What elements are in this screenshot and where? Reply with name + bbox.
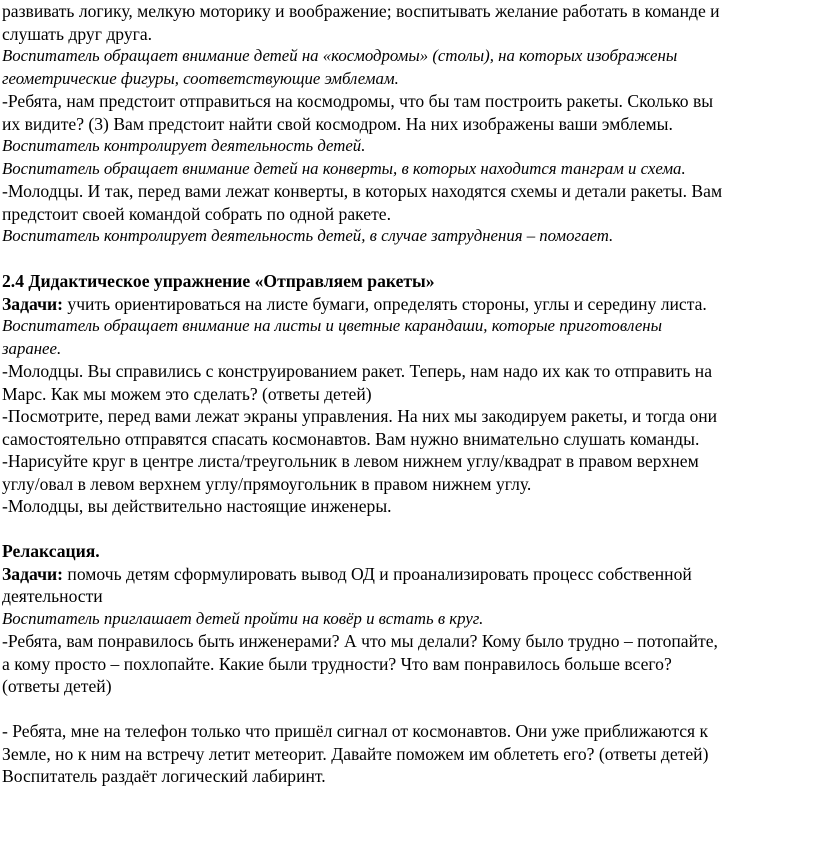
relaxation-speech-2-line-1: - Ребята, мне на телефон только что пришёл сигнал от космонавтов. Они уже приближаются к xyxy=(2,721,709,741)
paragraph-gap xyxy=(2,248,812,271)
section-2-4-note-line-2: заранее. xyxy=(2,338,62,358)
tasks-text: учить ориентироваться на листе бумаги, определять стороны, углы и середину листа. xyxy=(63,293,707,314)
relaxation-heading: Релаксация. xyxy=(2,541,100,561)
teacher-note-1-line-2: геометрические фигуры, соответствующие эмблемам. xyxy=(2,68,399,88)
relaxation-speech-2-line-2: Земле, но к ним на встречу летит метеорит. Давайте поможем им облететь его? (ответы детей) xyxy=(2,743,709,764)
speech-1-line-1: -Ребята, нам предстоит отправиться на космодромы, что бы там построить ракеты. Сколько вы xyxy=(2,91,714,111)
speech-2-line-1: -Молодцы. И так, перед вами лежат конверты, в которых находятся схемы и детали ракеты. Вам xyxy=(2,181,723,201)
relaxation-speech-1-line-3: (ответы детей) xyxy=(2,676,112,696)
section-2-4-speech-3-line-1: -Нарисуйте круг в центре листа/треугольник в левом нижнем углу/квадрат в правом верхнем xyxy=(2,451,699,471)
section-2-4-speech-2-line-1: -Посмотрите, перед вами лежат экраны управления. На них мы закодируем ракеты, и тогда они xyxy=(2,406,718,426)
section-2-4-speech-3-line-2: углу/овал в левом верхнем углу/прямоугольник в правом нижнем углу. xyxy=(2,473,532,494)
tasks-text: помочь детям сформулировать вывод ОД и проанализировать процесс собственной xyxy=(63,563,692,584)
section-2-4-speech-2-line-2: самостоятельно отправятся спасать космонавтов. Вам нужно внимательно слушать команды. xyxy=(2,428,700,449)
speech-2-line-2: предстоит своей командой собрать по одной ракете. xyxy=(2,203,391,224)
teacher-note-3: Воспитатель обращает внимание детей на конверты, в которых находится танграм и схема. xyxy=(2,158,686,178)
intro-line-1: развивать логику, мелкую моторику и воображение; воспитывать желание работать в команде и xyxy=(2,1,720,21)
tasks-label: Задачи: xyxy=(2,293,63,314)
relaxation-speech-1-line-1: -Ребята, вам понравилось быть инженерами? А что мы делали? Кому было трудно – потопайте, xyxy=(2,631,718,651)
paragraph-gap xyxy=(2,518,812,541)
relaxation-tasks-line-2: деятельности xyxy=(2,586,103,606)
relaxation-speech-1-line-2: а кому просто – похлопайте. Какие были трудности? Что вам понравилось больше всего? xyxy=(2,653,672,674)
section-2-4-speech-1-line-2: Марс. Как мы можем это сделать? (ответы детей) xyxy=(2,383,372,404)
teacher-note-1-line-1: Воспитатель обращает внимание детей на «космодромы» (столы), на которых изображены xyxy=(2,46,678,65)
intro-line-2: слушать друг друга. xyxy=(2,23,153,44)
relaxation-note: Воспитатель приглашает детей пройти на ковёр и встать в круг. xyxy=(2,608,484,628)
section-2-4-speech-4: -Молодцы, вы действительно настоящие инженеры. xyxy=(2,496,392,516)
paragraph-gap xyxy=(2,698,812,721)
teacher-note-2: Воспитатель контролирует деятельность детей. xyxy=(2,136,366,155)
tasks-label: Задачи: xyxy=(2,563,63,584)
speech-1-line-2: их видите? (3) Вам предстоит найти свой космодром. На них изображены ваши эмблемы. xyxy=(2,113,673,134)
relaxation-tasks-line-1 xyxy=(2,563,812,586)
section-2-4-heading: 2.4 Дидактическое упражнение «Отправляем ракеты» xyxy=(2,271,435,291)
section-2-4-speech-1-line-1: -Молодцы. Вы справились с конструированием ракет. Теперь, нам надо их как то отправить на xyxy=(2,361,713,381)
relaxation-speech-2-line-3: Воспитатель раздаёт логический лабиринт. xyxy=(2,766,326,786)
section-2-4-tasks xyxy=(2,293,812,316)
section-2-4-note-line-1: Воспитатель обращает внимание на листы и цветные карандаши, которые приготовлены xyxy=(2,316,662,335)
teacher-note-4: Воспитатель контролирует деятельность детей, в случае затруднения – помогает. xyxy=(2,226,614,245)
